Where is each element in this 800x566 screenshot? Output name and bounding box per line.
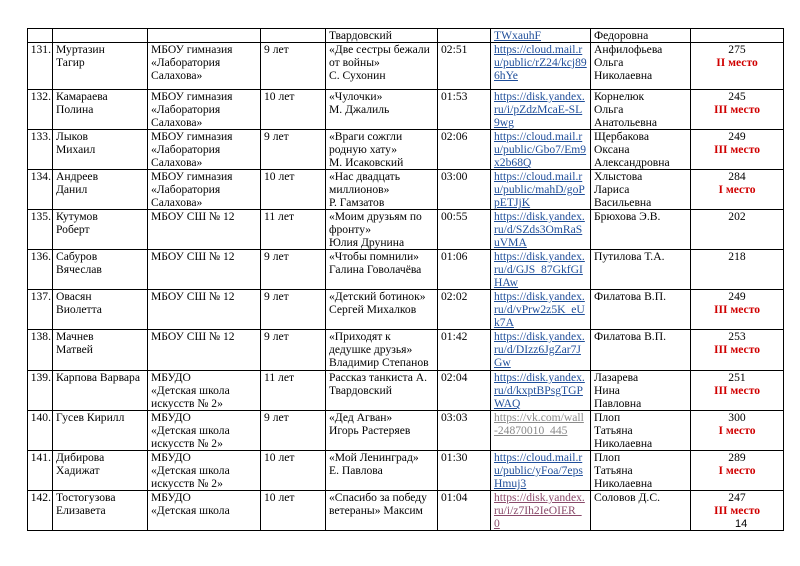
cell-age: 9 лет	[261, 411, 326, 451]
score-value: 251	[728, 371, 746, 384]
cell-name: Сабуров Вячеслав	[53, 250, 148, 290]
cell-teacher: Анфилофьева Ольга Николаевна	[591, 43, 691, 90]
video-link[interactable]: https://disk.yandex.ru/i/pZdzMcaE-SL9wg	[494, 90, 585, 129]
cell-num: 133.	[28, 130, 53, 170]
cell-num: 137.	[28, 290, 53, 330]
cell-num: 139.	[28, 371, 53, 411]
cell-school	[148, 29, 261, 43]
cell-name: Лыков Михаил	[53, 130, 148, 170]
video-link[interactable]: https://cloud.mail.ru/public/Gbo7/Em9x2b68Q	[494, 130, 587, 169]
cell-time: 03:03	[438, 411, 491, 451]
cell-age: 9 лет	[261, 290, 326, 330]
video-link[interactable]: https://disk.yandex.ru/d/DIzz6JgZar7JGw	[494, 330, 585, 369]
cell-num: 135.	[28, 210, 53, 250]
page-number: 14	[735, 518, 748, 530]
cell-num: 136.	[28, 250, 53, 290]
cell-time: 01:04	[438, 491, 491, 531]
cell-work: «Чтобы помнили» Галина Говолачёва	[326, 250, 438, 290]
cell-link	[491, 411, 591, 451]
table-row	[28, 130, 784, 170]
cell-time: 02:06	[438, 130, 491, 170]
cell-name: Мачнев Матвей	[53, 330, 148, 371]
cell-name: Камараева Полина	[53, 90, 148, 130]
score-value: 245	[728, 90, 746, 103]
place-badge: III место	[713, 504, 761, 517]
cell-name: Тостогузова Елизавета	[53, 491, 148, 531]
cell-link	[491, 210, 591, 250]
cell-link	[491, 43, 591, 90]
score-value: 249	[728, 130, 746, 143]
cell-age: 11 лет	[261, 210, 326, 250]
cell-age	[261, 29, 326, 43]
score-value: 300	[728, 411, 746, 424]
cell-score	[691, 210, 784, 250]
cell-school: МБОУ гимназия «Лаборатория Салахова»	[148, 43, 261, 90]
video-link[interactable]: https://disk.yandex.ru/i/z7Ih2IeOIER_0	[494, 491, 585, 530]
cell-teacher: Плоп Татьяна Николаевна	[591, 411, 691, 451]
cell-link	[491, 290, 591, 330]
table-row	[28, 371, 784, 411]
cell-score	[691, 290, 784, 330]
cell-num: 141.	[28, 451, 53, 491]
cell-teacher: Хлыстова Лариса Васильевна	[591, 170, 691, 210]
video-link[interactable]: https://cloud.mail.ru/public/mahD/goPpETJjK	[494, 170, 585, 209]
cell-link	[491, 29, 591, 43]
table-row	[28, 250, 784, 290]
cell-score	[691, 170, 784, 210]
score-value: 247	[728, 491, 746, 504]
cell-work: «Враги сожгли родную хату» М. Исаковский	[326, 130, 438, 170]
place-badge: II место	[716, 56, 758, 69]
table-row	[28, 330, 784, 371]
place-badge: I место	[718, 183, 756, 196]
cell-score	[691, 250, 784, 290]
cell-link	[491, 170, 591, 210]
place-badge: III место	[713, 384, 761, 397]
cell-school: МБОУ гимназия «Лаборатория Салахова»	[148, 90, 261, 130]
cell-work: Твардовский	[326, 29, 438, 43]
cell-school: МБОУ гимназия «Лаборатория Салахова»	[148, 130, 261, 170]
cell-teacher: Путилова Т.А.	[591, 250, 691, 290]
cell-name: Гусев Кирилл	[53, 411, 148, 451]
video-link[interactable]: https://disk.yandex.ru/d/vPrw2z5K_eUk7A	[494, 290, 585, 329]
cell-age: 11 лет	[261, 371, 326, 411]
cell-school: МБУДО «Детская школа искусств № 2»	[148, 371, 261, 411]
cell-link	[491, 371, 591, 411]
cell-age: 9 лет	[261, 43, 326, 90]
cell-link	[491, 330, 591, 371]
cell-work: «Приходят к дедушке друзья» Владимир Степанов	[326, 330, 438, 371]
cell-link	[491, 90, 591, 130]
cell-num: 140.	[28, 411, 53, 451]
cell-teacher: Лазарева Нина Павловна	[591, 371, 691, 411]
cell-work: «Чулочки» М. Джалиль	[326, 90, 438, 130]
table-row-continued	[28, 29, 784, 43]
place-badge: I место	[718, 424, 756, 437]
score-value: 202	[728, 210, 746, 223]
cell-score	[691, 330, 784, 371]
cell-time	[438, 29, 491, 43]
table-row	[28, 290, 784, 330]
cell-teacher: Соловов Д.С.	[591, 491, 691, 531]
cell-num: 134.	[28, 170, 53, 210]
cell-age: 9 лет	[261, 250, 326, 290]
cell-age: 10 лет	[261, 491, 326, 531]
cell-score	[691, 451, 784, 491]
cell-teacher: Корнелюк Ольга Анатольевна	[591, 90, 691, 130]
place-badge: III место	[713, 143, 761, 156]
cell-time: 00:55	[438, 210, 491, 250]
cell-num	[28, 29, 53, 43]
cell-school: МБОУ СШ № 12	[148, 290, 261, 330]
table-row	[28, 491, 784, 531]
score-value: 253	[728, 330, 746, 343]
cell-teacher: Брюхова Э.В.	[591, 210, 691, 250]
cell-age: 9 лет	[261, 330, 326, 371]
video-link[interactable]: https://cloud.mail.ru/public/rZ24/kcj896hYe	[494, 43, 587, 82]
cell-name: Кутумов Роберт	[53, 210, 148, 250]
cell-name: Овасян Виолетта	[53, 290, 148, 330]
cell-work: «Мой Ленинград» Е. Павлова	[326, 451, 438, 491]
cell-school: МБОУ СШ № 12	[148, 330, 261, 371]
place-badge: III место	[713, 343, 761, 356]
cell-time: 02:51	[438, 43, 491, 90]
score-value: 218	[728, 250, 746, 263]
cell-num: 138.	[28, 330, 53, 371]
cell-link	[491, 130, 591, 170]
cell-age: 10 лет	[261, 90, 326, 130]
cell-work: «Спасибо за победу ветераны» Максим	[326, 491, 438, 531]
cell-age: 10 лет	[261, 451, 326, 491]
cell-teacher: Филатова В.П.	[591, 330, 691, 371]
cell-score	[691, 371, 784, 411]
cell-time: 01:53	[438, 90, 491, 130]
cell-name: Андреев Данил	[53, 170, 148, 210]
place-badge: III место	[713, 103, 761, 116]
cell-time: 01:06	[438, 250, 491, 290]
table-row	[28, 170, 784, 210]
cell-teacher: Щербакова Оксана Александровна	[591, 130, 691, 170]
score-value: 289	[728, 451, 746, 464]
cell-link	[491, 250, 591, 290]
cell-work: Рассказ танкиста А. Твардовский	[326, 371, 438, 411]
place-badge: I место	[718, 464, 756, 477]
score-value: 275	[728, 43, 746, 56]
cell-score	[691, 29, 784, 43]
cell-school: МБОУ СШ № 12	[148, 210, 261, 250]
cell-score	[691, 411, 784, 451]
cell-name: Дибирова Хадижат	[53, 451, 148, 491]
participants-table	[27, 28, 784, 531]
cell-score	[691, 130, 784, 170]
cell-work: «Детский ботинок» Сергей Михалков	[326, 290, 438, 330]
cell-name: Муртазин Тагир	[53, 43, 148, 90]
cell-school: МБУДО «Детская школа искусств № 2»	[148, 451, 261, 491]
table-row	[28, 90, 784, 130]
cell-time: 02:02	[438, 290, 491, 330]
table-row	[28, 43, 784, 90]
cell-school: МБУДО «Детская школа искусств № 2»	[148, 411, 261, 451]
cell-name: Карпова Варвара	[53, 371, 148, 411]
cell-score	[691, 90, 784, 130]
cell-num: 142.	[28, 491, 53, 531]
cell-link	[491, 451, 591, 491]
video-link[interactable]: https://disk.yandex.ru/d/SZds3OmRaSuVMA	[494, 210, 585, 249]
cell-school: МБУДО «Детская школа	[148, 491, 261, 531]
cell-work: «Нас двадцать миллионов» Р. Гамзатов	[326, 170, 438, 210]
score-value: 284	[728, 170, 746, 183]
video-link[interactable]: https://disk.yandex.ru/d/kxptBPsgTGPWAQ	[494, 371, 585, 410]
cell-school: МБОУ гимназия «Лаборатория Салахова»	[148, 170, 261, 210]
cell-teacher: Федоровна	[591, 29, 691, 43]
cell-age: 9 лет	[261, 130, 326, 170]
video-link[interactable]: https://cloud.mail.ru/public/yFoa/7epsHmuj3	[494, 451, 583, 490]
cell-time: 02:04	[438, 371, 491, 411]
table-row	[28, 210, 784, 250]
cell-time: 01:30	[438, 451, 491, 491]
video-link[interactable]: TWxauhF	[494, 29, 542, 42]
table-row	[28, 411, 784, 451]
place-badge: III место	[713, 303, 761, 316]
cell-work: «Две сестры бежали от войны» С. Сухонин	[326, 43, 438, 90]
cell-name	[53, 29, 148, 43]
cell-time: 03:00	[438, 170, 491, 210]
cell-num: 132.	[28, 90, 53, 130]
cell-teacher: Плоп Татьяна Николаевна	[591, 451, 691, 491]
cell-work: «Моим друзьям по фронту» Юлия Друнина	[326, 210, 438, 250]
cell-link	[491, 491, 591, 531]
cell-score	[691, 43, 784, 90]
video-link[interactable]: https://disk.yandex.ru/d/GJS_87GkfGIHAw	[494, 250, 585, 289]
video-link[interactable]: https://vk.com/wall-24870010_445	[494, 411, 584, 437]
table-row	[28, 451, 784, 491]
cell-time: 01:42	[438, 330, 491, 371]
score-value: 249	[728, 290, 746, 303]
cell-num: 131.	[28, 43, 53, 90]
cell-work: «Дед Агван» Игорь Растеряев	[326, 411, 438, 451]
cell-school: МБОУ СШ № 12	[148, 250, 261, 290]
cell-teacher: Филатова В.П.	[591, 290, 691, 330]
cell-age: 10 лет	[261, 170, 326, 210]
